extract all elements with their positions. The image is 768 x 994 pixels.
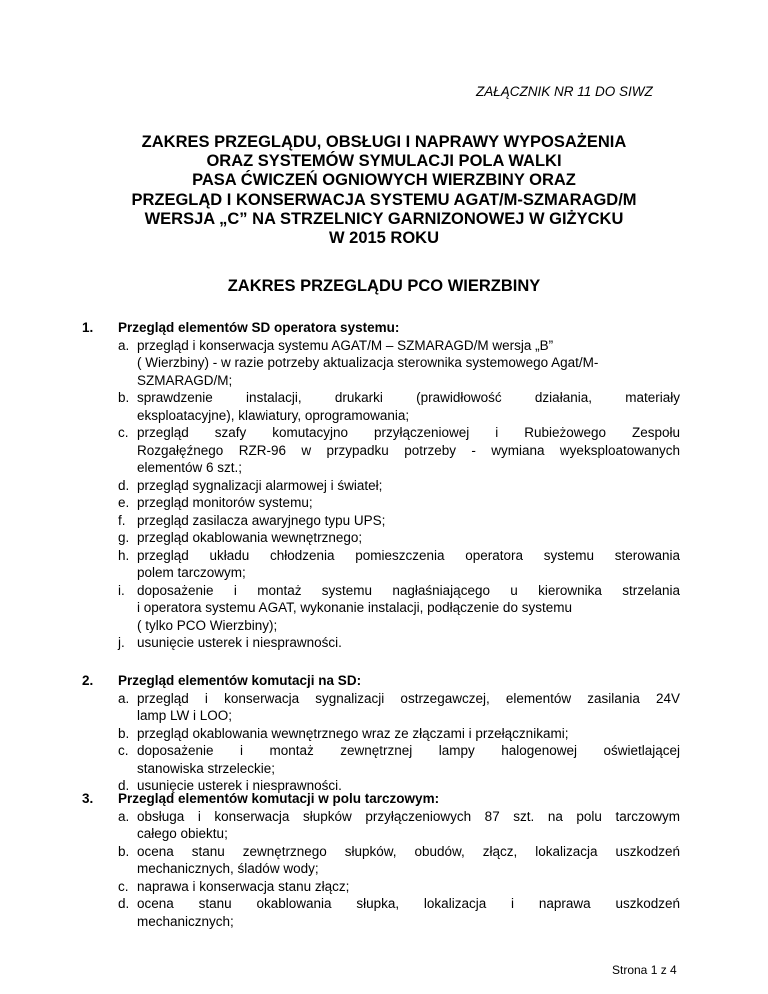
item-line: ocena stanu zewnętrznego słupków, obudów, złącz, lokalizacja uszkodzeń [137, 843, 680, 859]
item-letter: a. [118, 690, 130, 706]
item-letter: d. [118, 477, 130, 493]
list-item [82, 477, 680, 495]
item-line: ( tylko PCO Wierzbiny); [137, 617, 278, 633]
item-line: przegląd zasilacza awaryjnego typu UPS; [137, 512, 386, 528]
item-line: doposażenie i montaż zewnętrznej lampy halogenowej oświetlającej [137, 743, 680, 758]
item-line: przegląd szafy komutacyjno przyłączeniowej i Rubieżowego Zespołu [137, 425, 680, 440]
item-line: Rozgałęźnego RZR-96 w przypadku potrzeby - wymiana wyeksploatowanych [137, 442, 680, 458]
item-letter: b. [118, 725, 130, 741]
item-line: przegląd okablowania wewnętrznego wraz ze złączami i przełącznikami; [137, 725, 569, 741]
item-letter: a. [118, 808, 130, 824]
item-line: usunięcie usterek i niesprawności. [137, 635, 342, 650]
item-line: usunięcie usterek i niesprawności. [137, 778, 342, 793]
title-line: ORAZ SYSTEMÓW SYMULACJI POLA WALKI [206, 152, 562, 171]
item-letter: f. [118, 512, 126, 528]
title-line: WERSJA „C” NA STRZELNICY GARNIZONOWEJ W GIŻYCKU [144, 209, 624, 228]
item-line: mechanicznych, śladów wody; [137, 861, 319, 876]
item-line: mechanicznych; [137, 913, 234, 929]
item-line: i operatora systemu AGAT, wykonanie instalacji, podłączenie do systemu [137, 600, 572, 615]
section-1 [82, 319, 680, 652]
item-line: obsługa i konserwacja słupków przyłączeniowych 87 szt. na polu tarczowym [137, 808, 680, 824]
section-number: 2. [82, 673, 94, 688]
item-line: SZMARAGD/M; [137, 372, 233, 388]
list-item [82, 690, 680, 725]
list-item [82, 337, 680, 390]
section-3 [82, 790, 680, 930]
item-letter: b. [118, 390, 130, 405]
section-number: 1. [82, 320, 94, 335]
item-line: przegląd sygnalizacji alarmowej i świateł; [137, 477, 383, 493]
section-heading-text: Przegląd elementów komutacji na SD: [118, 673, 362, 688]
item-line: stanowiska strzeleckie; [137, 760, 276, 776]
item-letter: d. [118, 778, 130, 793]
item-line: ocena stanu okablowania słupka, lokalizacja i naprawa uszkodzeń [137, 896, 680, 911]
item-letter: a. [118, 337, 130, 353]
list-item [82, 634, 680, 652]
item-letter: c. [118, 425, 129, 440]
list-item [82, 895, 680, 930]
item-line: eksploatacyjne), klawiatury, oprogramowania; [137, 407, 410, 423]
list-item [82, 547, 680, 582]
item-letter: g. [118, 530, 130, 545]
item-letter: c. [118, 743, 129, 758]
item-letter: j. [118, 635, 125, 650]
item-line: ( Wierzbiny) - w razie potrzeby aktualizacja sterownika systemowego Agat/M- [137, 355, 599, 370]
section-subtitle: ZAKRES PRZEGLĄDU PCO WIERZBINY [227, 277, 541, 295]
list-item [82, 742, 680, 777]
title-line: W 2015 ROKU [328, 229, 440, 248]
item-line: przegląd układu chłodzenia pomieszczenia operatora systemu sterowania [137, 547, 680, 563]
item-line: sprawdzenie instalacji, drukarki (prawidłowość działania, materiały [137, 390, 680, 405]
item-letter: c. [118, 878, 129, 894]
item-letter: d. [118, 896, 130, 911]
list-item [82, 424, 680, 477]
item-letter: h. [118, 547, 130, 563]
list-item [82, 529, 680, 547]
title-line: ZAKRES PRZEGLĄDU, OBSŁUGI I NAPRAWY WYPOSAŻENIA [141, 133, 627, 151]
list-item [82, 494, 680, 512]
item-line: naprawa i konserwacja stanu złącz; [137, 878, 350, 894]
title-line: PRZEGLĄD I KONSERWACJA SYSTEMU AGAT/M-SZMARAGD/M [131, 190, 637, 209]
document-title [40, 133, 728, 248]
item-line: całego obiektu; [137, 826, 228, 841]
section-heading-text: Przegląd elementów komutacji w polu tarczowym: [118, 791, 440, 806]
item-letter: e. [118, 495, 130, 510]
list-item [82, 878, 680, 896]
title-line: PASA ĆWICZEŃ OGNIOWYCH WIERZBINY ORAZ [192, 171, 576, 190]
list-item [82, 582, 680, 635]
item-line: elementów 6 szt.; [137, 460, 243, 475]
section-heading [82, 790, 680, 808]
section-heading [82, 319, 680, 337]
list-item [82, 808, 680, 843]
list-item [82, 843, 680, 878]
item-line: doposażenie i montaż systemu nagłaśniającego u kierownika strzelania [137, 582, 680, 598]
item-line: przegląd monitorów systemu; [137, 495, 313, 510]
annex-label: ZAŁĄCZNIK NR 11 DO SIWZ [476, 84, 653, 99]
section-heading [82, 672, 680, 690]
item-line: przegląd i konserwacja systemu AGAT/M – SZMARAGD/M wersja „B” [137, 337, 554, 353]
page-number: Strona 1 z 4 [612, 963, 677, 977]
item-letter: i. [118, 582, 125, 598]
item-line: przegląd okablowania wewnętrznego; [137, 530, 363, 545]
list-item [82, 389, 680, 424]
section-2 [82, 672, 680, 795]
item-line: przegląd i konserwacja sygnalizacji ostrzegawczej, elementów zasilania 24V [137, 690, 680, 706]
section-heading-text: Przegląd elementów SD operatora systemu: [118, 320, 400, 335]
item-line: lamp LW i LOO; [137, 708, 233, 723]
list-item [82, 725, 680, 743]
section-number: 3. [82, 791, 94, 806]
item-letter: b. [118, 843, 130, 859]
list-item [82, 512, 680, 530]
item-line: polem tarczowym; [137, 565, 246, 580]
